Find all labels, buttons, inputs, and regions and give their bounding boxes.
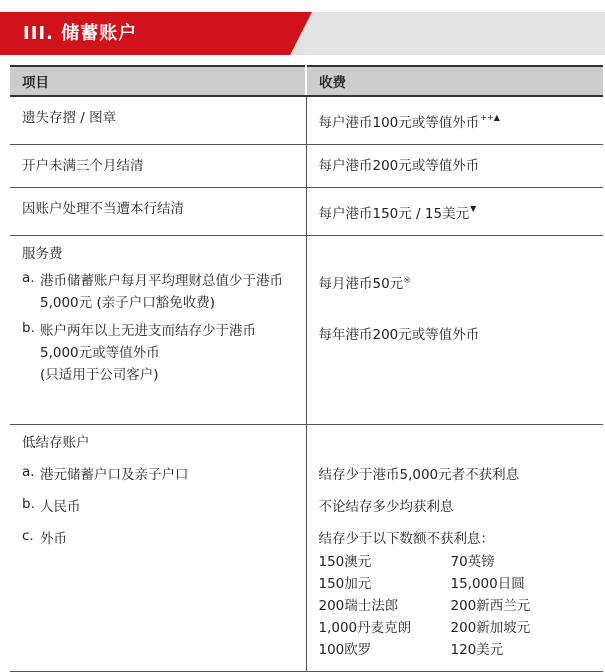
currency-threshold: 15,000日圆 [450, 576, 525, 592]
currency-threshold: 70英镑 [450, 554, 495, 570]
row-fee-early-close: 每户港币200元或等值外币 [306, 145, 603, 188]
service-fee-title: 服务费 [22, 246, 63, 262]
table-header-row [10, 66, 603, 96]
low-balance-items [10, 425, 306, 672]
service-fee-item-b-body [40, 320, 294, 386]
row-fee-lost-passbook [306, 96, 603, 145]
footnote-mark: ++▲ [480, 113, 500, 122]
service-fee-items [10, 236, 306, 425]
list-marker: b. [22, 320, 35, 336]
fee-table [10, 65, 603, 672]
fee-text: 每户港币100元或等值外币 [318, 115, 480, 131]
currency-threshold: 150加元 [318, 576, 372, 592]
list-marker: b. [22, 496, 35, 512]
row-fee-improper-handling [306, 188, 603, 236]
low-balance-item-a-text: 港元储蓄户口及亲子户口 [40, 467, 189, 483]
currency-threshold: 100欧罗 [318, 642, 372, 658]
table-row [10, 145, 603, 188]
low-balance-fees [306, 425, 603, 672]
service-fee-b-amount: 每年港币200元或等值外币 [318, 327, 480, 343]
footnote-mark: ▼ [470, 204, 477, 213]
service-fee-item-b [22, 320, 294, 386]
service-fee-a-amount: 每月港币50元 [318, 276, 404, 292]
table-row [10, 96, 603, 145]
header-fee: 收费 [306, 66, 603, 96]
low-balance-title: 低结存账户 [22, 435, 90, 451]
fee-text: 每户港币150元 / 15美元 [318, 206, 470, 222]
table-row-service-fee [10, 236, 603, 425]
table-row [10, 188, 603, 236]
currency-threshold: 200新西兰元 [450, 598, 531, 614]
low-balance-b-fee: 不论结存多少均获利息 [318, 499, 454, 515]
low-balance-a-fee: 结存少于港币5,000元者不获利息 [318, 467, 520, 483]
service-fee-item-a-text: 港币储蓄账户每月平均理财总值少于港币5,000元 (亲子户口豁免收费) [40, 273, 283, 311]
table-row-low-balance [10, 425, 603, 672]
low-balance-item-a [22, 464, 294, 486]
low-balance-item-c [22, 528, 294, 550]
footnote-mark: ※ [403, 276, 411, 286]
currency-threshold: 120美元 [450, 642, 504, 658]
low-balance-c-intro: 结存少于以下数额不获利息： [318, 531, 494, 547]
currency-threshold: 150澳元 [318, 554, 372, 570]
currency-threshold: 1,000丹麦克朗 [318, 620, 412, 636]
currency-threshold: 200新加坡元 [450, 620, 531, 636]
service-fee-a-amount-line [319, 270, 592, 295]
section-title: III. 储蓄账户 [23, 23, 138, 44]
service-fee-amounts [306, 236, 603, 425]
list-marker: c. [22, 528, 34, 544]
header-item: 项目 [10, 66, 306, 96]
low-balance-item-b [22, 496, 294, 518]
list-marker: a. [22, 270, 35, 286]
service-fee-item-b-text: 账户两年以上无进支而结存少于港币5,000元或等值外币 [40, 323, 256, 361]
service-fee-item-b-note: (只适用于公司客户) [40, 367, 159, 383]
currency-threshold: 200瑞士法郎 [318, 598, 399, 614]
currency-threshold-grid [319, 551, 592, 661]
low-balance-item-c-text: 外币 [40, 531, 67, 547]
service-fee-item-a [22, 270, 294, 314]
row-item-improper-handling: 因账户处理不当遭本行结清 [10, 188, 306, 236]
low-balance-item-b-text: 人民币 [40, 499, 81, 515]
list-marker: a. [22, 464, 35, 480]
row-item-early-close: 开户未满三个月结清 [10, 145, 306, 188]
row-item-lost-passbook: 遗失存摺 / 图章 [10, 96, 306, 145]
